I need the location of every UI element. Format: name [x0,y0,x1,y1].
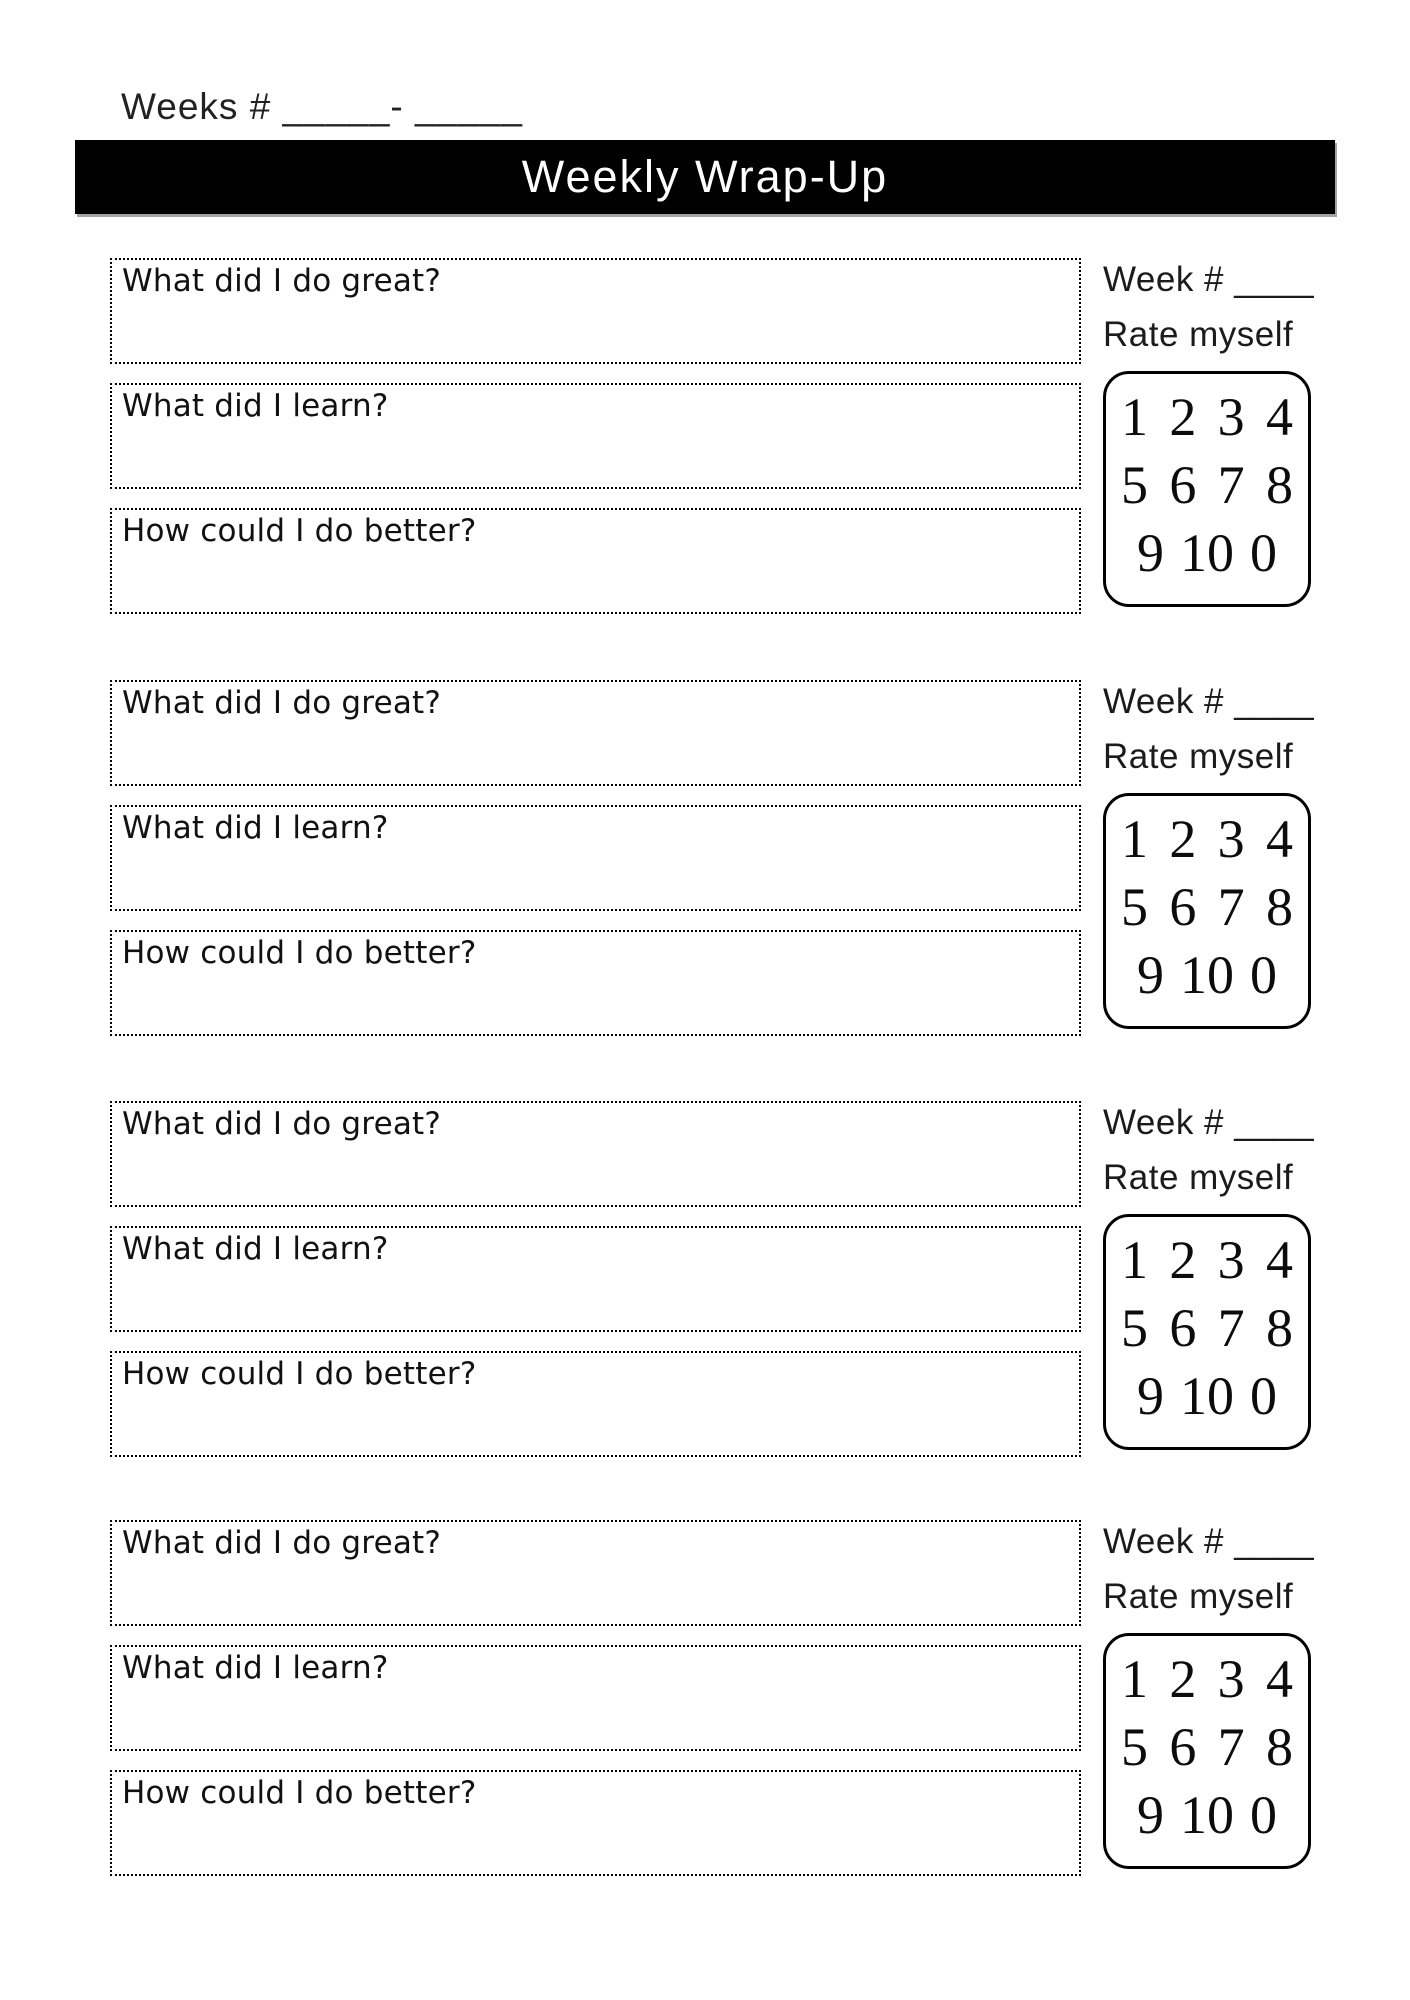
rating-4[interactable]: 4 [1265,1649,1293,1709]
question-column [110,258,1081,633]
rating-scale [1103,1633,1311,1869]
rating-9[interactable]: 9 [1137,945,1164,1005]
rating-row-1 [1106,1649,1308,1709]
rate-myself-label: Rate myself [1103,315,1294,354]
rating-0[interactable]: 0 [1250,1785,1277,1845]
rating-scale [1103,371,1311,607]
rating-row-1 [1106,1230,1308,1290]
better-box[interactable] [110,1351,1081,1457]
great-label: What did I do great? [122,1106,442,1142]
rating-5[interactable]: 5 [1121,455,1148,515]
rating-3[interactable]: 3 [1217,387,1245,447]
better-label: How could I do better? [122,1356,477,1392]
learn-box[interactable] [110,1645,1081,1751]
title-banner [75,140,1335,214]
week-section-2 [110,680,1325,1042]
rating-row-1 [1106,387,1308,447]
great-label: What did I do great? [122,263,442,299]
better-box[interactable] [110,1770,1081,1876]
rating-row-3 [1106,945,1308,1005]
rating-8[interactable]: 8 [1265,877,1293,937]
week-section-1 [110,258,1325,620]
rating-scale [1103,1214,1311,1450]
rate-myself-label: Rate myself [1103,737,1294,776]
great-box[interactable] [110,258,1081,364]
week-number-field[interactable]: Week # ____ [1103,682,1315,721]
rating-row-3 [1106,523,1308,583]
learn-box[interactable] [110,383,1081,489]
rating-5[interactable]: 5 [1121,877,1148,937]
learn-box[interactable] [110,1226,1081,1332]
rating-row-1 [1106,809,1308,869]
better-label: How could I do better? [122,935,477,971]
rating-6[interactable]: 6 [1169,1717,1197,1777]
better-box[interactable] [110,930,1081,1036]
rating-1[interactable]: 1 [1121,809,1148,869]
rating-10[interactable]: 10 [1180,1366,1234,1426]
rating-row-2 [1106,1298,1308,1358]
learn-box[interactable] [110,805,1081,911]
rate-myself-label: Rate myself [1103,1577,1294,1616]
week-section-4 [110,1520,1325,1882]
rating-7[interactable]: 7 [1217,877,1245,937]
rating-2[interactable]: 2 [1169,1649,1197,1709]
rating-10[interactable]: 10 [1180,1785,1234,1845]
rating-2[interactable]: 2 [1169,1230,1197,1290]
rating-4[interactable]: 4 [1265,387,1293,447]
week-number-field[interactable]: Week # ____ [1103,1522,1315,1561]
rating-4[interactable]: 4 [1265,1230,1293,1290]
rating-5[interactable]: 5 [1121,1717,1148,1777]
great-box[interactable] [110,1520,1081,1626]
rating-1[interactable]: 1 [1121,1649,1148,1709]
rating-8[interactable]: 8 [1265,455,1293,515]
question-column [110,1101,1081,1476]
week-section-3 [110,1101,1325,1463]
rating-3[interactable]: 3 [1217,1230,1245,1290]
great-label: What did I do great? [122,1525,442,1561]
weeks-range-field[interactable]: Weeks # _____- _____ [121,86,523,127]
rating-row-2 [1106,877,1308,937]
rating-3[interactable]: 3 [1217,1649,1245,1709]
rating-7[interactable]: 7 [1217,1717,1245,1777]
rating-8[interactable]: 8 [1265,1298,1293,1358]
rating-10[interactable]: 10 [1180,945,1234,1005]
better-label: How could I do better? [122,1775,477,1811]
better-box[interactable] [110,508,1081,614]
rating-7[interactable]: 7 [1217,1298,1245,1358]
week-number-field[interactable]: Week # ____ [1103,1103,1315,1142]
rating-row-2 [1106,455,1308,515]
rating-8[interactable]: 8 [1265,1717,1293,1777]
rate-myself-label: Rate myself [1103,1158,1294,1197]
rating-row-3 [1106,1785,1308,1845]
rating-2[interactable]: 2 [1169,387,1197,447]
learn-label: What did I learn? [122,1650,389,1686]
rating-9[interactable]: 9 [1137,1785,1164,1845]
better-label: How could I do better? [122,513,477,549]
rating-9[interactable]: 9 [1137,1366,1164,1426]
rating-5[interactable]: 5 [1121,1298,1148,1358]
week-number-field[interactable]: Week # ____ [1103,260,1315,299]
rating-2[interactable]: 2 [1169,809,1197,869]
page-title: Weekly Wrap-Up [521,151,889,202]
rating-6[interactable]: 6 [1169,455,1197,515]
rating-row-3 [1106,1366,1308,1426]
rating-row-2 [1106,1717,1308,1777]
great-box[interactable] [110,680,1081,786]
rating-0[interactable]: 0 [1250,523,1277,583]
rating-6[interactable]: 6 [1169,877,1197,937]
great-box[interactable] [110,1101,1081,1207]
rating-scale [1103,793,1311,1029]
rating-0[interactable]: 0 [1250,1366,1277,1426]
rating-9[interactable]: 9 [1137,523,1164,583]
rating-10[interactable]: 10 [1180,523,1234,583]
rating-1[interactable]: 1 [1121,387,1148,447]
learn-label: What did I learn? [122,810,389,846]
learn-label: What did I learn? [122,1231,389,1267]
rating-7[interactable]: 7 [1217,455,1245,515]
learn-label: What did I learn? [122,388,389,424]
question-column [110,1520,1081,1895]
rating-1[interactable]: 1 [1121,1230,1148,1290]
question-column [110,680,1081,1055]
rating-6[interactable]: 6 [1169,1298,1197,1358]
rating-3[interactable]: 3 [1217,809,1245,869]
great-label: What did I do great? [122,685,442,721]
rating-0[interactable]: 0 [1250,945,1277,1005]
rating-4[interactable]: 4 [1265,809,1293,869]
